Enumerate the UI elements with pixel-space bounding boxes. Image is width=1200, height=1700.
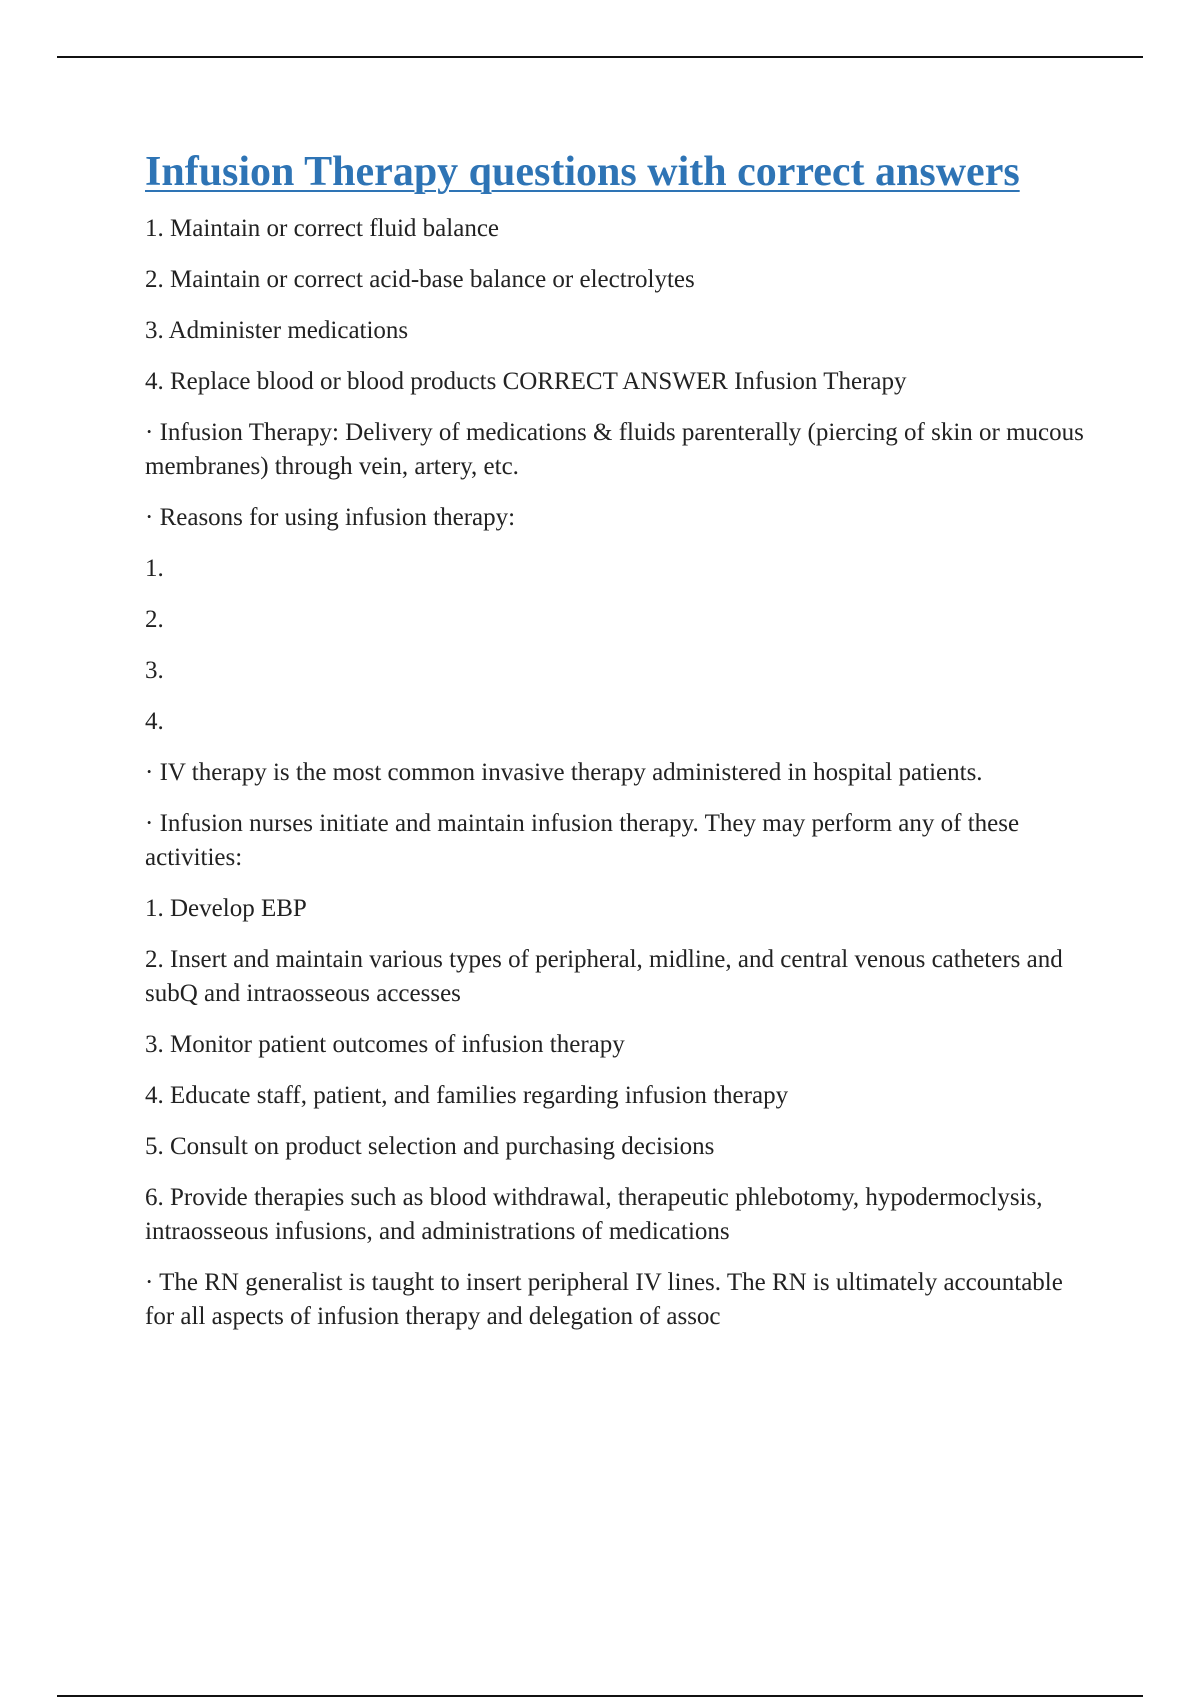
document-line: 4. Replace blood or blood products CORRECT ANSWER Infusion Therapy: [145, 368, 907, 395]
document-line: 1.: [145, 555, 164, 582]
document-line: 4. Educate staff, patient, and families regarding infusion therapy: [145, 1082, 789, 1109]
document-line: 3.: [145, 657, 164, 684]
document-title: Infusion Therapy questions with correct answers: [145, 149, 1020, 195]
document-body: [145, 146, 1085, 1351]
document-line: · Infusion nurses initiate and maintain infusion therapy. They may perform any of these activities:: [145, 810, 1020, 871]
document-line: 2. Maintain or correct acid-base balance or electrolytes: [145, 266, 695, 293]
header-rule: [57, 56, 1143, 58]
document-line: 1. Maintain or correct fluid balance: [145, 215, 500, 242]
document-line: · Reasons for using infusion therapy:: [145, 504, 516, 531]
document-line: 4.: [145, 708, 164, 735]
document-line: 2.: [145, 606, 164, 633]
document-line: · Infusion Therapy: Delivery of medications & fluids parenterally (piercing of skin or mucous membranes) through vein, artery, etc.: [145, 419, 1084, 480]
document-line: · IV therapy is the most common invasive therapy administered in hospital patients.: [145, 759, 983, 786]
document-line: · The RN generalist is taught to insert peripheral IV lines. The RN is ultimately accountable for all aspects of infusion therapy and delegation of assoc: [145, 1269, 1063, 1330]
document-line: 6. Provide therapies such as blood withdrawal, therapeutic phlebotomy, hypodermoclysis, intraosseous infusions, and administrations of medications: [145, 1184, 1043, 1245]
document-line: 2. Insert and maintain various types of peripheral, midline, and central venous catheters and subQ and intraosseous accesses: [145, 946, 1063, 1007]
document-line: 5. Consult on product selection and purchasing decisions: [145, 1133, 715, 1160]
document-line: 1. Develop EBP: [145, 895, 307, 922]
document-line: 3. Administer medications: [145, 317, 409, 344]
footer-rule: [57, 1695, 1143, 1697]
document-line: 3. Monitor patient outcomes of infusion therapy: [145, 1031, 625, 1058]
